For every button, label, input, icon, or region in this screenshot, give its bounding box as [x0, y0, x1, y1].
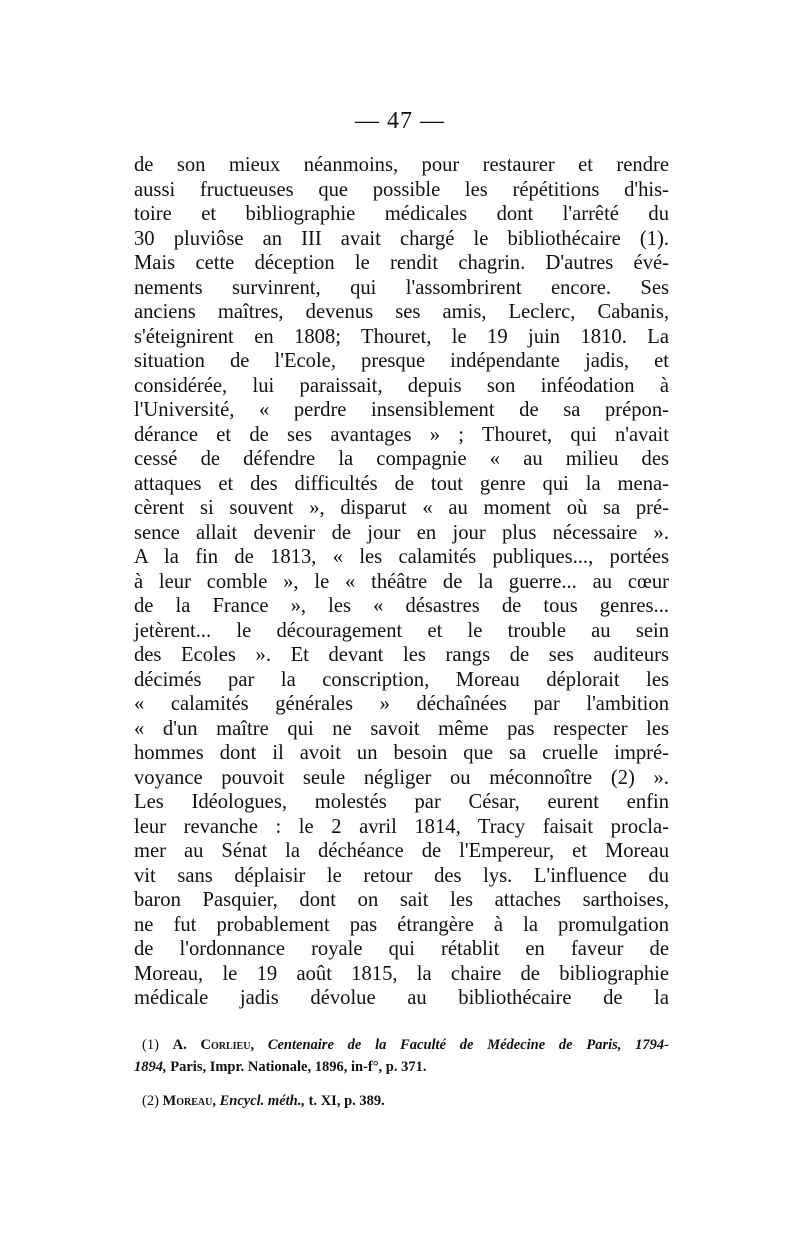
body-line: aussi fructueuses que possible les répétitions d'his- [134, 178, 669, 201]
body-line: de son mieux néanmoins, pour restaurer et rendre [134, 154, 669, 176]
page-number: — 47 — [355, 108, 445, 134]
footnote-title-cont: 1894, [134, 1059, 167, 1075]
body-line: mer au Sénat la déchéance de l'Empereur, et Moreau [134, 840, 669, 862]
body-line: considérée, lui paraissait, depuis son inféodation à [134, 374, 669, 397]
body-line: des Ecoles ». Et devant les rangs de ses auditeurs [134, 644, 669, 666]
body-text [134, 153, 669, 1011]
body-line: de l'ordonnance royale qui rétablit en faveur de [134, 938, 669, 960]
body-line: hommes dont il avoit un besoin que sa cruelle impré- [134, 742, 669, 764]
body-line: médicale jadis dévolue au bibliothécaire de la [134, 987, 669, 1009]
footnotes [134, 1034, 669, 1112]
body-line: décimés par la conscription, Moreau déplorait les [134, 668, 669, 691]
body-line: leur revanche : le 2 avril 1814, Tracy faisait procla- [134, 815, 669, 838]
footnote-title: Centenaire de la Faculté de Médecine de Paris, 1794- [267, 1037, 669, 1053]
body-line: ne fut probablement pas étrangère à la promulgation [134, 913, 669, 936]
footnote-2-line-1 [134, 1090, 669, 1112]
body-line: sence allait devenir de jour en jour plus nécessaire ». [134, 521, 669, 544]
body-line: « d'un maître qui ne savoit même pas respecter les [134, 717, 669, 740]
body-line: s'éteignirent en 1808; Thouret, le 19 juin 1810. La [134, 325, 669, 348]
body-line: situation de l'Ecole, presque indépendante jadis, et [134, 350, 669, 372]
footnote-2 [134, 1090, 669, 1112]
body-line: de la France », les « désastres de tous genres... [134, 595, 669, 617]
body-line: A la fin de 1813, « les calamités publiques..., portées [134, 546, 669, 568]
body-line: 30 pluviôse an III avait chargé le bibliothécaire (1). [134, 227, 669, 250]
body-line: l'Université, « perdre insensiblement de sa prépon- [134, 399, 669, 421]
footnote-author: Moreau, [162, 1093, 216, 1109]
body-line: attaques et des difficultés de tout genre qui la mena- [134, 472, 669, 495]
footnote-1-line-1 [134, 1034, 669, 1056]
body-line: « calamités générales » déchaînées par l'ambition [134, 693, 669, 715]
footnote-1 [134, 1034, 669, 1078]
footnote-title: Encycl. méth., [219, 1093, 305, 1109]
body-line: baron Pasquier, dont on sait les attaches sarthoises, [134, 889, 669, 911]
body-line: Mais cette déception le rendit chagrin. D'autres évé- [134, 252, 669, 274]
body-line: nements survinrent, qui l'assombrirent encore. Ses [134, 276, 669, 299]
footnote-author: A. Corlieu, [172, 1037, 255, 1053]
footnote-marker: (1) [142, 1037, 159, 1053]
body-line: voyance pouvoit seule négliger ou méconnoître (2) ». [134, 766, 669, 789]
body-line: vit sans déplaisir le retour des lys. L'influence du [134, 864, 669, 887]
body-line: Moreau, le 19 août 1815, la chaire de bibliographie [134, 962, 669, 985]
footnote-marker: (2) [142, 1093, 159, 1109]
body-line: jetèrent... le découragement et le trouble au sein [134, 619, 669, 642]
body-line: cessé de défendre la compagnie « au milieu des [134, 448, 669, 470]
body-line: anciens maîtres, devenus ses amis, Leclerc, Cabanis, [134, 301, 669, 323]
footnote-details: Paris, Impr. Nationale, 1896, in-f°, p. 371. [170, 1059, 427, 1075]
body-line: Les Idéologues, molestés par César, eurent enfin [134, 791, 669, 813]
footnote-details: t. XI, p. 389. [308, 1093, 385, 1109]
body-line: cèrent si souvent », disparut « au moment où sa pré- [134, 497, 669, 519]
body-line: dérance et de ses avantages » ; Thouret, qui n'avait [134, 423, 669, 446]
body-line: à leur comble », le « théâtre de la guerre... au cœur [134, 570, 669, 593]
body-line: toire et bibliographie médicales dont l'arrêté du [134, 203, 669, 225]
footnote-1-line-2 [134, 1056, 669, 1078]
